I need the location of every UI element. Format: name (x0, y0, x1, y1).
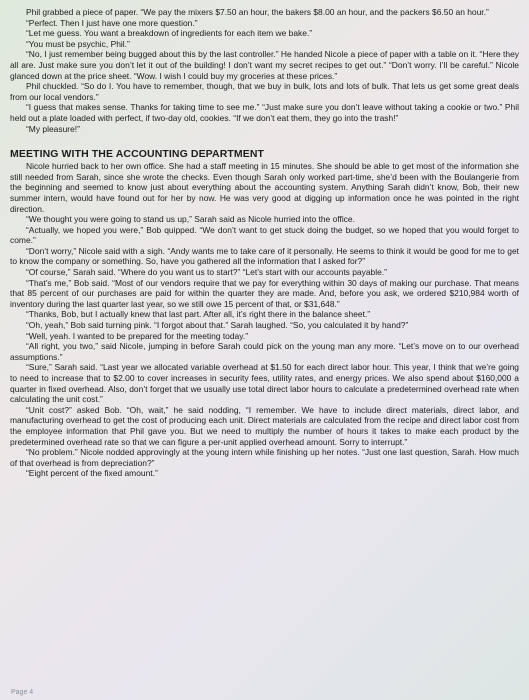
paragraph: Phil grabbed a piece of paper. “We pay the mixers $7.50 an hour, the bakers $8.00 an hour, and the packers $6.50 an hour.” (26, 7, 489, 17)
paragraph: “You must be psychic, Phil.” (26, 38, 130, 49)
paragraph: “Don’t worry,” Nicole said with a sigh. “Andy wants me to take care of it personally. He seems to think it would be good for me to get to know the company or something. So, have you gathered all the information that I asked for?” (10, 245, 519, 267)
paragraph: “Of course,” Sarah said. “Where do you want us to start?” “Let’s start with our accounts payable.” (26, 267, 387, 278)
page-number: Page 4 (11, 689, 34, 696)
paragraph: “Actually, we hoped you were,” Bob quipped. “We don’t want to get stuck doing the budget, so we hoped that you would forget to come.” (10, 224, 519, 246)
paragraph: Phil chuckled. “So do I. You have to remember, though, that we buy in bulk, lots and lots of bulk. That lets us get some great deals from our local vendors.” (10, 81, 519, 102)
paragraph: “We thought you were going to stand us up,” Sarah said as Nicole hurried into the office. (26, 214, 355, 225)
paragraph: “My pleasure!” (26, 123, 80, 134)
paragraph: “Thanks, Bob, but I actually knew that last part. After all, it’s right there in the balance sheet.” (26, 309, 371, 320)
paragraph: “No, I just remember being bugged about this by the last controller.” He handed Nicole a piece of paper with a table on it. “Here they all are. Just make sure you don’t let it out of the building! I don’t want my secret recipes to get out.” “Don’t worry. I’ll be careful.” Nicole glanced down at the price sheet. “Wow. I wish I could buy my groceries at these prices.” (10, 49, 519, 81)
paragraph: “Let me guess. You want a breakdown of ingredients for each item we bake.” (26, 28, 313, 39)
section-heading: MEETING WITH THE ACCOUNTING DEPARTMENT (10, 148, 265, 161)
paragraph: “I guess that makes sense. Thanks for taking time to see me.” “Just make sure you don’t leave without taking a cookie or two.” Phil held out a plate loaded with perfect, if two-day old, cookies. “If we don’t eat them, they go into the trash!” (10, 102, 519, 123)
opening-section (10, 7, 519, 134)
paragraph: “Unit cost?” asked Bob. “Oh, wait,” he said nodding, “I remember. We have to include direct materials, direct labor, and manufacturing overhead to get the cost of producing each unit. Direct materials are calculated from the recipe and direct labor cost from the employee information that Phil gave you. But we need to multiply the number of hours it takes to make each product by the predetermined overhead rate so that we can figure a per-unit applied overhead amount. Sorry to interrupt.” (10, 404, 519, 447)
paragraph: “Sure,” Sarah said. “Last year we allocated variable overhead at $1.50 for each direct labor hour. This year, I think that we’re going to need to increase that to $2.00 to cover increases in security fees, utility rates, and energy prices. We also spend about $160,000 a quarter in fixed overhead. Also, don’t forget that we usually use total direct labor hours to calculate a predetermined overhead rate when calculating the unit cost.” (10, 362, 519, 405)
paragraph: “No problem.” Nicole nodded approvingly at the young intern while finishing up her notes. “Just one last question, Sarah. How much of that overhead is from depreciation?” (10, 447, 519, 468)
paragraph: “Oh, yeah,” Bob said turning pink. “I forgot about that.” Sarah laughed. “So, you calculated it by hand?” (26, 320, 409, 331)
paragraph: “That’s me,” Bob said. “Most of our vendors require that we pay for everything within 30 days of making our purchase. That means that 85 percent of our purchases are paid for within the quarter they are made. And, before you ask, we ordered $210,984 worth of inventory during the last quarter last year, so we still owe 15 percent of that, or $31,648.” (10, 277, 519, 309)
paragraph: “All right, you two,” said Nicole, jumping in before Sarah could pick on the young man any more. “Let’s move on to our overhead assumptions.” (10, 341, 519, 362)
paragraph: Nicole hurried back to her own office. She had a staff meeting in 15 minutes. She should be able to get most of the information she still needed from Sarah, since she wrote the checks. Even though Sarah only worked part-time, she’d been with the Boulangerie from the beginning and seemed to know just about everything about the accounting system. Anything Sarah didn’t know, Bob, their new summer intern, would have found out for her by now. He was very good at digging up information once he was pointed in the right direction. (10, 161, 519, 214)
paragraph: “Perfect. Then I just have one more question.” (26, 17, 198, 28)
paragraph: “Well, yeah. I wanted to be prepared for the meeting today.” (26, 330, 248, 341)
paragraph: “Eight percent of the fixed amount.” (26, 468, 158, 479)
meeting-section (10, 161, 519, 479)
